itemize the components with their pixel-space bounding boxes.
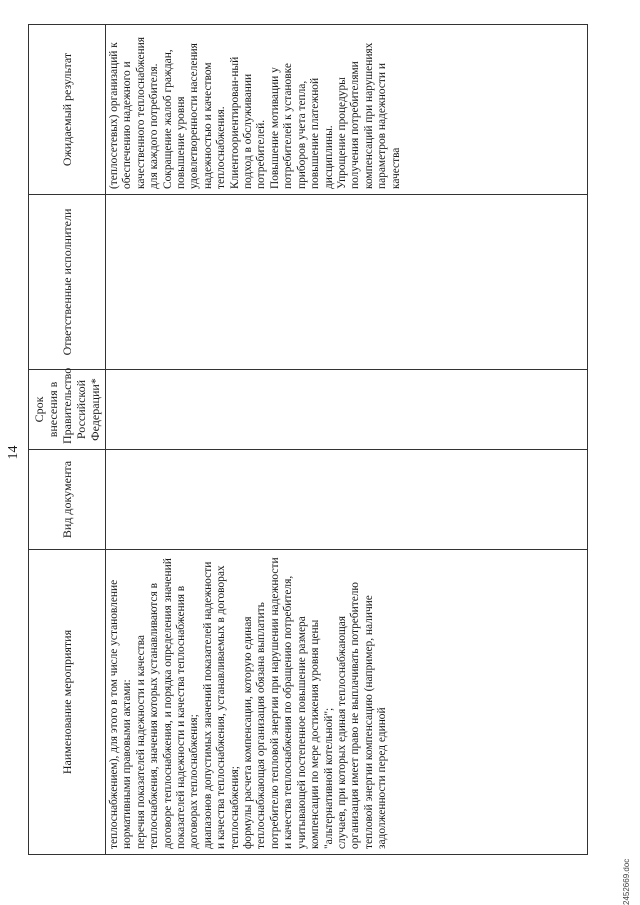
cell-measure-name: теплоснабжением), для этого в том числе установление нормативными правовыми актами: перечня показателей надежности и качества теплоснабжения, значения которых устанавливаются в договоре теплоснабжения, и порядка определения значений показателей надежности и качества теплоснабжения в договорах теплоснабжения; диапазонов допустимых значений показателей надежности и качества теплоснабжения, устанавливаемых в договорах теплоснабжения; формулы расчета компенсации, которую единая теплоснабжающая организация обязана выплатить потребителю тепловой энергии при нарушении надежности и качества теплоснабжения по обращению потребителя, учитывающей постепенное повышение размера компенсации по мере достижения уровня цены "альтернативной котельной"; случаев, при которых единая теплоснабжающая организация имеет право не выплачивать потребителю тепловой энергии компенсацию (например, наличие задолженности перед единой bbox=[106, 550, 588, 855]
table-row bbox=[106, 25, 588, 855]
cell-document-type bbox=[106, 450, 588, 550]
cell-expected-result: (теплосетевых) организаций к обеспечению надежного и качественного теплоснабжения для каждого потребителя. Сокращение жалоб граждан, повышение уровня удовлетворенности населения надежностью и качеством теплоснабжения. Клиентоориентирован-ный подход в обслуживании потребителей. Повышение мотивации у потребителей к установке приборов учета тепла, повышение платежной дисциплины. Упрощение процедуры получения потребителями компенсаций при нарушениях параметров надежности и качества bbox=[106, 25, 588, 195]
cell-deadline bbox=[106, 370, 588, 450]
table-header-row bbox=[29, 25, 106, 855]
page-number: 14 bbox=[6, 445, 21, 460]
header-measure-name: Наименование мероприятия bbox=[29, 550, 106, 855]
header-document-type: Вид документа bbox=[29, 450, 106, 550]
header-deadline: Срок внесения в Правительство Российской Федерации* bbox=[29, 370, 106, 450]
document-file-code: 2452669.doc bbox=[622, 858, 631, 905]
header-responsible: Ответственные исполнители bbox=[29, 195, 106, 370]
cell-responsible bbox=[106, 195, 588, 370]
measures-table bbox=[28, 24, 588, 855]
header-expected-result: Ожидаемый результат bbox=[29, 25, 106, 195]
